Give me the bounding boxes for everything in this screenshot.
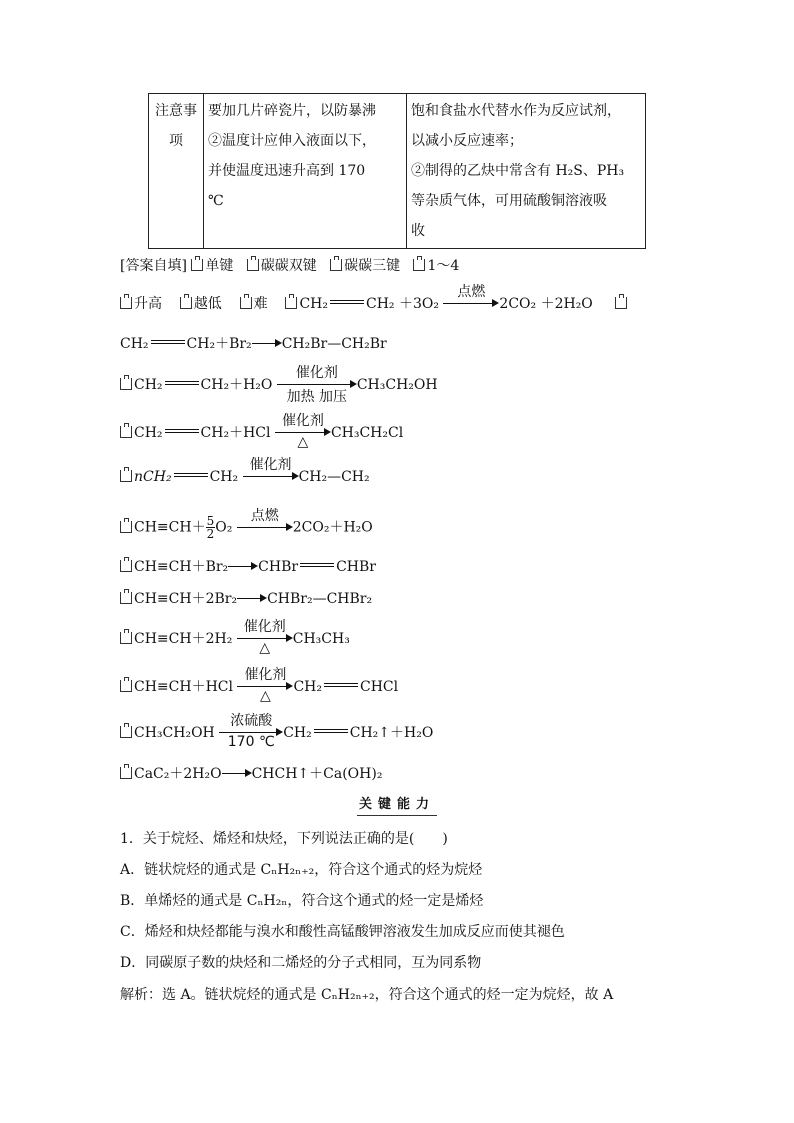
analysis: 解析：选 A。链状烷烃的通式是 CₙH₂ₙ₊₂，符合这个通式的烃一定为烷烃，故 A xyxy=(120,987,614,1003)
arrow-condition: 加热 加压 xyxy=(286,389,348,405)
reaction-arrow-icon xyxy=(243,457,299,485)
arrow-condition: △ xyxy=(260,688,271,704)
double-bond-icon xyxy=(330,300,364,304)
formula: CH₂Br—CH₂Br xyxy=(281,336,387,352)
formula: CH₂ xyxy=(293,679,322,695)
eq-hcl-ethylene xyxy=(120,413,404,450)
formula: CH₂ xyxy=(134,425,163,441)
arrow-condition: △ xyxy=(259,640,271,656)
formula: CH≡CH＋2H₂ xyxy=(134,631,233,647)
answer-blank: 单键 xyxy=(205,258,234,274)
blank-marker-icon xyxy=(120,560,132,572)
reaction-arrow-icon xyxy=(222,766,252,782)
double-bond-icon xyxy=(174,473,208,477)
double-bond-icon xyxy=(165,381,199,385)
blank-marker-icon xyxy=(247,259,259,271)
eq-vinyl-chloride xyxy=(120,667,399,704)
eq-hydrogenation xyxy=(120,619,350,656)
arrow-condition: 催化剂 xyxy=(244,667,287,683)
double-bond-icon xyxy=(165,429,199,433)
formula: CH≡CH＋2Br₂ xyxy=(134,591,238,607)
acetylene-notes xyxy=(407,94,646,249)
formula: CH₂＋H₂O xyxy=(200,377,273,393)
eq-bromine-1 xyxy=(120,556,376,576)
answer-row-1 xyxy=(120,255,459,275)
formula: CH₂ xyxy=(209,469,239,485)
blank-marker-icon xyxy=(120,521,132,533)
blank-marker-icon xyxy=(120,592,132,604)
double-bond-icon xyxy=(151,340,185,344)
formula: CH₂ xyxy=(299,296,328,312)
answer-row-2 xyxy=(120,284,629,313)
arrow-condition: △ xyxy=(297,434,309,450)
notes-table xyxy=(148,93,646,249)
answer-blank: 难 xyxy=(253,296,268,312)
formula: nCH₂ xyxy=(134,469,172,485)
note-line: 以减小反应速率； xyxy=(411,133,523,149)
arrow-condition: 浓硫酸 xyxy=(230,713,273,729)
reaction-arrow-icon xyxy=(237,507,293,536)
note-line: 饱和食盐水代替水作为反应试剂， xyxy=(411,103,621,119)
eq-hydration xyxy=(120,365,438,405)
arrow-condition: 点燃 xyxy=(457,284,486,300)
formula: CHCl xyxy=(359,679,399,695)
arrow-condition: 催化剂 xyxy=(243,619,286,635)
formula: CHBr₂—CHBr₂ xyxy=(267,591,373,607)
arrow-condition: 催化剂 xyxy=(295,365,338,381)
formula: CH₃CH₂Cl xyxy=(330,425,404,441)
formula: CHBr xyxy=(336,559,376,575)
double-bond-icon xyxy=(314,729,348,733)
reaction-arrow-icon xyxy=(237,619,293,656)
question-stem: 1．关于烷烃、烯烃和炔烃，下列说法正确的是( ) xyxy=(120,831,448,847)
formula: CH₃CH₂OH xyxy=(356,377,438,393)
reaction-arrow-icon xyxy=(228,559,258,575)
blank-marker-icon xyxy=(180,297,192,309)
formula: 2CO₂ ＋2H₂O xyxy=(499,296,593,312)
numerator: 5 xyxy=(206,514,215,528)
formula: CH₃CH₂OH xyxy=(134,725,215,741)
answer-label: [答案自填] xyxy=(120,258,187,274)
formula: CHCH↑＋Ca(OH)₂ xyxy=(251,766,383,782)
eq-ethanol-dehydration xyxy=(120,713,434,750)
formula: CaC₂＋2H₂O xyxy=(134,766,222,782)
arrow-condition: 催化剂 xyxy=(249,457,292,473)
notes-header: 注意事项 xyxy=(149,94,204,249)
reaction-arrow-icon xyxy=(275,413,331,450)
arrow-condition: 170 ℃ xyxy=(227,734,275,750)
ethylene-notes xyxy=(204,94,407,249)
formula: CH₂＋HCl xyxy=(200,425,271,441)
double-bond-icon xyxy=(300,563,334,567)
eq-polymerization xyxy=(120,457,370,485)
answer-blank: 1～4 xyxy=(427,258,460,274)
blank-marker-icon xyxy=(191,259,203,271)
blank-marker-icon xyxy=(120,632,132,644)
formula: CH≡CH＋ xyxy=(134,519,206,536)
section-heading xyxy=(0,793,794,812)
reaction-arrow-icon xyxy=(237,667,293,704)
formula: CH₂ xyxy=(283,725,312,741)
formula: CH₂↑＋H₂O xyxy=(349,725,434,741)
formula: CH₂ xyxy=(120,336,149,352)
option-d: D．同碳原子数的炔烃和二烯烃的分子式相同，互为同系物 xyxy=(120,955,482,971)
blank-marker-icon xyxy=(120,680,132,692)
formula: CH₂ ＋3O₂ xyxy=(365,296,439,312)
eq-calcium-carbide xyxy=(120,763,382,783)
eq-acetylene-combustion xyxy=(120,507,373,541)
answer-blank: 升高 xyxy=(134,296,162,312)
option-c: C．烯烃和炔烃都能与溴水和酸性高锰酸钾溶液发生加成反应而使其褪色 xyxy=(120,924,565,940)
note-line: 要加几片碎瓷片，以防暴沸 xyxy=(208,103,376,119)
note-line: 收 xyxy=(411,223,425,239)
eq-bromine-ethylene xyxy=(120,333,387,353)
formula: CH≡CH＋Br₂ xyxy=(134,559,229,575)
answer-blank: 碳碳三键 xyxy=(344,258,401,274)
formula: CH₂＋Br₂ xyxy=(186,336,252,352)
reaction-arrow-icon xyxy=(237,591,267,607)
formula: CH₃CH₃ xyxy=(292,631,350,647)
formula: CH₂ xyxy=(134,377,163,393)
blank-marker-icon xyxy=(120,767,132,779)
blank-marker-icon xyxy=(615,297,627,309)
section-heading-text: 关键能力 xyxy=(357,797,437,816)
reaction-arrow-icon xyxy=(252,336,282,352)
note-line: ②温度计应伸入液面以下， xyxy=(208,133,376,149)
blank-marker-icon xyxy=(285,297,297,309)
double-bond-icon xyxy=(324,683,358,687)
note-line: ℃ xyxy=(208,193,224,209)
eq-bromine-2 xyxy=(120,588,372,608)
fraction xyxy=(206,515,216,540)
blank-marker-icon xyxy=(120,470,132,482)
note-line: ②制得的乙炔中常含有 H₂S、PH₃ xyxy=(411,163,625,179)
answer-blank: 越低 xyxy=(193,296,222,312)
answer-blank: 碳碳双键 xyxy=(260,258,317,274)
formula: CH₂—CH₂ xyxy=(298,469,370,485)
blank-marker-icon xyxy=(413,259,425,271)
blank-marker-icon xyxy=(120,726,132,738)
formula: CH≡CH＋HCl xyxy=(134,679,233,695)
formula: CHBr xyxy=(258,559,299,575)
arrow-condition: 点燃 xyxy=(250,507,279,524)
blank-marker-icon xyxy=(240,297,252,309)
formula: 2CO₂＋H₂O xyxy=(292,519,373,536)
blank-marker-icon xyxy=(120,426,132,438)
formula: O₂ xyxy=(215,519,233,536)
reaction-arrow-icon xyxy=(277,365,357,405)
denominator: 2 xyxy=(206,527,215,541)
arrow-condition: 催化剂 xyxy=(281,413,324,429)
option-a: A．链状烷烃的通式是 CₙH₂ₙ₊₂，符合这个通式的烃为烷烃 xyxy=(120,862,483,878)
note-line: 并使温度迅速升高到 170 xyxy=(208,163,366,179)
reaction-arrow-icon xyxy=(443,284,499,312)
note-line: 等杂质气体，可用硫酸铜溶液吸 xyxy=(411,193,607,209)
reaction-arrow-icon xyxy=(219,713,283,750)
blank-marker-icon xyxy=(330,259,342,271)
blank-marker-icon xyxy=(120,378,132,390)
option-b: B．单烯烃的通式是 CₙH₂ₙ，符合这个通式的烃一定是烯烃 xyxy=(120,893,484,909)
blank-marker-icon xyxy=(120,297,132,309)
